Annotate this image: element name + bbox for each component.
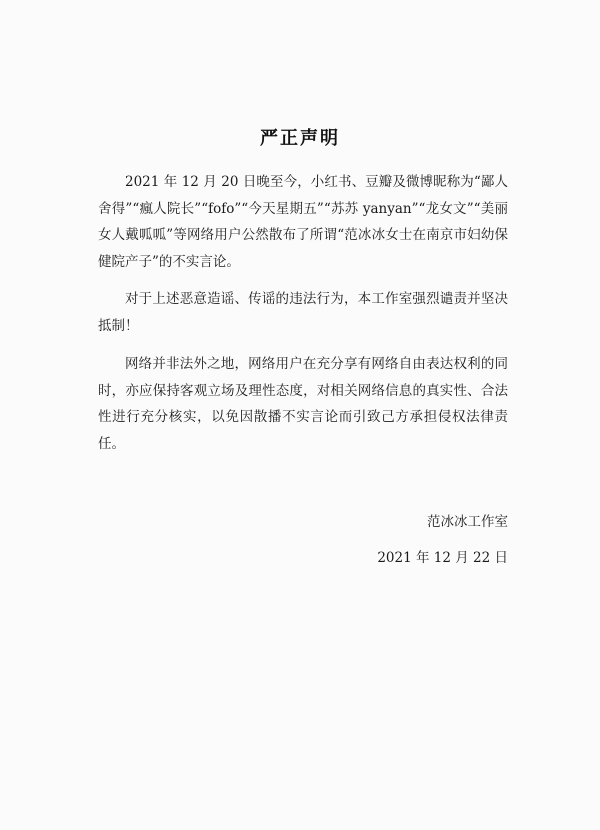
paragraph-condemnation: 对于上述恶意造谣、传谣的违法行为，本工作室强烈谴责并坚决抵制！: [98, 291, 508, 334]
document-title: 严正声明: [260, 128, 340, 149]
paragraph-rumor-details: 2021 年 12 月 20 日晚至今，小红书、豆瓣及微博昵称为“鄙人舍得”“瘋人院长”“fofo”“今天星期五”“苏苏 yanyan”“龙女文”“美丽女人戴呱呱”等网络用户公然散布了所谓“范冰冰女士在南京市妇幼保健院产子”的不实言论。: [98, 174, 508, 270]
signature: 范冰冰工作室: [427, 514, 508, 530]
signature-date: 2021 年 12 月 22 日: [377, 550, 508, 566]
paragraph-legal-warning: 网络并非法外之地，网络用户在充分享有网络自由表达权利的同时，亦应保持客观立场及理性态度，对相关网络信息的真实性、合法性进行充分核实，以免因散播不实言论而引致己方承担侵权法律责任。: [98, 356, 508, 452]
